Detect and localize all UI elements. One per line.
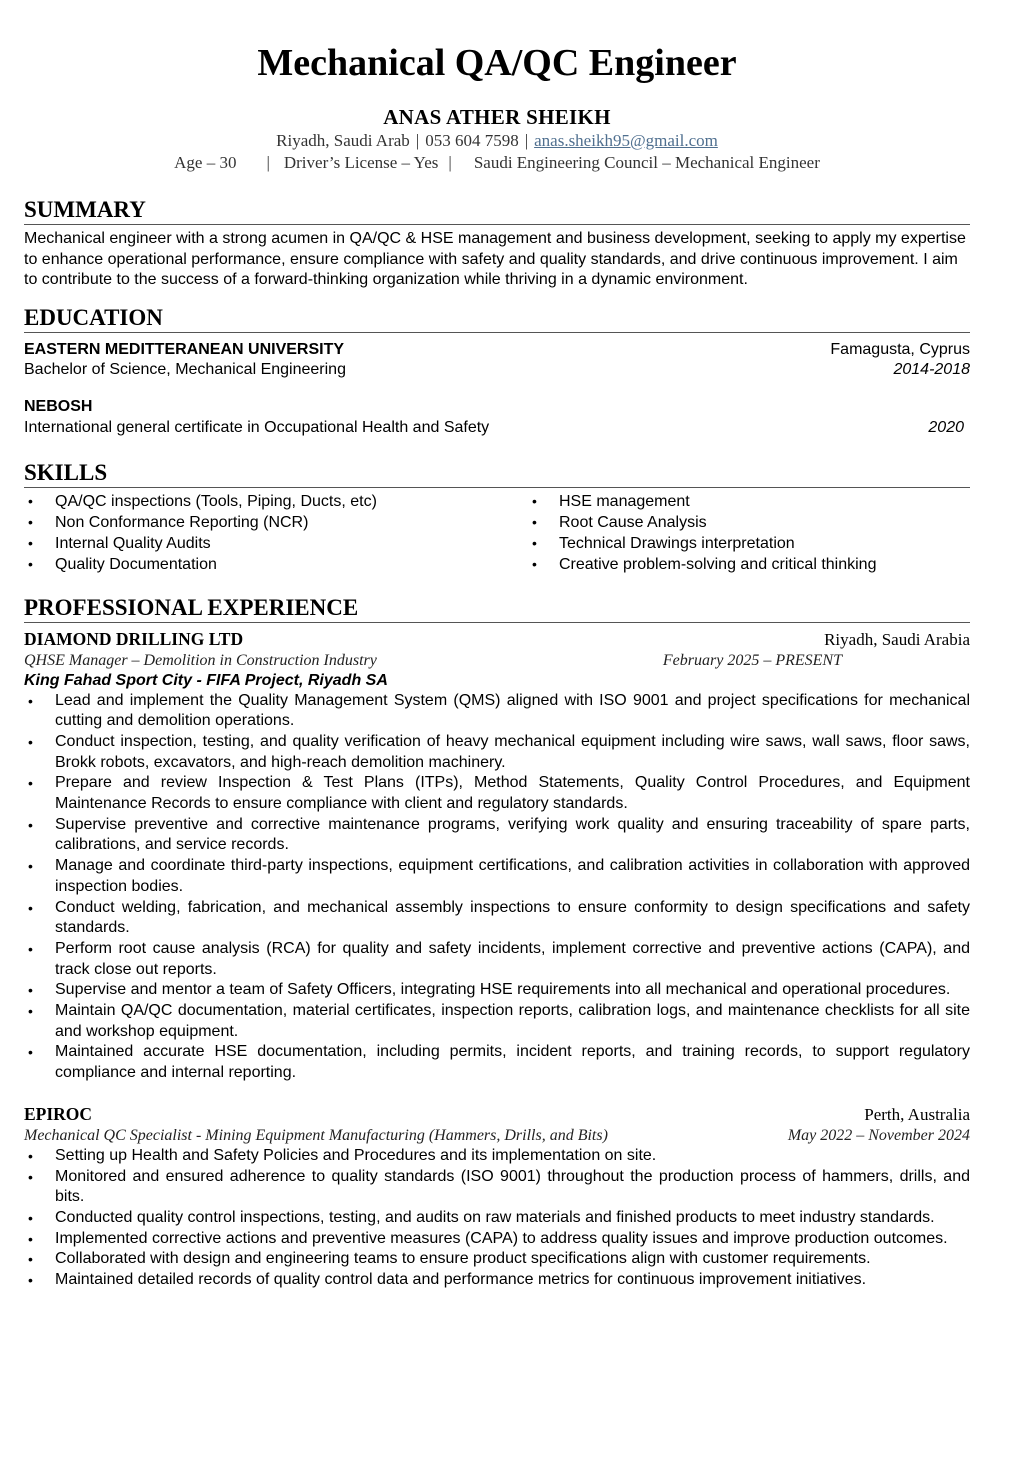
skill-item: • Root Cause Analysis	[528, 512, 970, 533]
company-name: DIAMOND DRILLING LTD	[24, 628, 244, 649]
job-bullet: • Manage and coordinate third-party inspections, equipment certifications, and calibration activities in collaboration with approved inspection bodies.	[24, 856, 970, 897]
age-text: Age – 30	[174, 153, 237, 172]
skill-item: • Non Conformance Reporting (NCR)	[24, 512, 528, 533]
experience-section	[24, 595, 970, 1291]
job-bullet: • Supervise preventive and corrective maintenance programs, verifying work quality and ensuring traceability of spare parts, calibrations, and service records.	[24, 815, 970, 856]
degree-text: Bachelor of Science, Mechanical Engineering	[24, 360, 346, 378]
job-location: Perth, Australia	[864, 1104, 970, 1124]
degree-text: International general certificate in Occupational Health and Safety	[24, 418, 490, 436]
candidate-name: ANAS ATHER SHEIKH	[383, 105, 611, 129]
details-line: Age – 30 | Driver’s License – Yes | Saudi Engineering Council – Mechanical Engineer	[174, 153, 820, 172]
school-location: Famagusta, Cyprus	[830, 340, 970, 358]
skills-column-right	[528, 491, 970, 575]
skill-item: • Quality Documentation	[24, 554, 528, 575]
education-section	[24, 305, 970, 438]
job-dates: May 2022 – November 2024	[787, 1126, 970, 1144]
summary-text: Mechanical engineer with a strong acumen in QA/QC & HSE management and business development, seeking to apply my expertise to enhance operational performance, ensure compliance with safety and quality standards, and drive continuous improvement. I aim to contribute to the success of a forward-thinking organization while thriving in a dynamic environment.	[24, 230, 966, 288]
skill-item: • QA/QC inspections (Tools, Piping, Ducts, etc)	[24, 491, 528, 512]
education-entry	[24, 397, 970, 438]
school-name: NEBOSH	[24, 397, 93, 415]
location-text: Riyadh, Saudi Arab	[276, 131, 410, 150]
job-bullet: • Collaborated with design and engineering teams to ensure product specifications align with customer requirements.	[24, 1249, 970, 1270]
contact-line: Riyadh, Saudi Arab | 053 604 7598 | anas.sheikh95@gmail.com	[276, 131, 718, 150]
job-dates: February 2025 – PRESENT	[662, 651, 842, 669]
job-bullet: • Prepare and review Inspection & Test Plans (ITPs), Method Statements, Quality Control Procedures, and Equipment Maintenance Records to ensure compliance with client and regulatory standards.	[24, 773, 970, 814]
council-text: Saudi Engineering Council – Mechanical Engineer	[473, 153, 820, 172]
education-heading: EDUCATION	[24, 305, 970, 333]
skill-item: • Technical Drawings interpretation	[528, 533, 970, 554]
job-location: Riyadh, Saudi Arabia	[824, 629, 970, 649]
job-bullet: • Maintained detailed records of quality control data and performance metrics for continuous improvement initiatives.	[24, 1270, 970, 1291]
skills-list	[24, 491, 970, 575]
project-name: King Fahad Sport City - FIFA Project, Riyadh SA	[24, 671, 388, 689]
experience-heading: PROFESSIONAL EXPERIENCE	[24, 595, 970, 623]
skills-column-left	[24, 491, 528, 575]
job-bullet: • Lead and implement the Quality Management System (QMS) aligned with ISO 9001 and project specifications for mechanical cutting and demolition operations.	[24, 691, 970, 732]
summary-heading: SUMMARY	[24, 197, 970, 225]
license-text: Driver’s License – Yes	[283, 153, 439, 172]
skills-section	[24, 460, 970, 575]
education-entry	[24, 340, 970, 380]
job-bullet: • Maintained accurate HSE documentation, including permits, incident reports, and training records, to support regulatory compliance and internal reporting.	[24, 1042, 970, 1083]
document-title: Mechanical QA/QC Engineer	[257, 42, 737, 84]
education-dates: 2014-2018	[893, 360, 970, 378]
job-bullets	[24, 691, 970, 1084]
job-bullet: • Supervise and mentor a team of Safety Officers, integrating HSE requirements into all mechanical and operational procedures.	[24, 980, 970, 1001]
job-role: Mechanical QC Specialist - Mining Equipment Manufacturing (Hammers, Drills, and Bits)	[24, 1126, 608, 1144]
email-link[interactable]: anas.sheikh95@gmail.com	[534, 131, 718, 150]
school-name: EASTERN MEDITTERANEAN UNIVERSITY	[24, 340, 345, 358]
resume-page	[24, 40, 970, 1291]
job-bullet: • Implemented corrective actions and preventive measures (CAPA) to address quality issues and improve production outcomes.	[24, 1229, 970, 1250]
job-role: QHSE Manager – Demolition in Construction Industry	[24, 651, 377, 669]
skill-item: • Internal Quality Audits	[24, 533, 528, 554]
job-bullet: • Maintain QA/QC documentation, material certificates, inspection reports, calibration logs, and maintenance checklists for all site and workshop equipment.	[24, 1001, 970, 1042]
job-bullets	[24, 1146, 970, 1291]
job-bullet: • Conducted quality control inspections, testing, and audits on raw materials and finished products to meet industry standards.	[24, 1208, 970, 1229]
job-entry	[24, 1104, 970, 1291]
summary-section	[24, 197, 970, 291]
job-bullet: • Conduct inspection, testing, and quality verification of heavy mechanical equipment including wire saws, wall saws, floor saws, Brokk robots, excavators, and high-reach demolition machinery.	[24, 732, 970, 773]
skills-heading: SKILLS	[24, 460, 970, 488]
job-bullet: • Conduct welding, fabrication, and mechanical assembly inspections to ensure conformity to design specifications and safety standards.	[24, 898, 970, 939]
job-bullet: • Perform root cause analysis (RCA) for quality and safety incidents, implement corrective and preventive actions (CAPA), and track close out reports.	[24, 939, 970, 980]
phone-text: 053 604 7598	[425, 131, 519, 150]
job-bullet: • Setting up Health and Safety Policies and Procedures and its implementation on site.	[24, 1146, 970, 1167]
job-bullet: • Monitored and ensured adherence to quality standards (ISO 9001) throughout the production process of hammers, drills, and bits.	[24, 1167, 970, 1208]
company-name: EPIROC	[24, 1103, 93, 1124]
skill-item: • Creative problem-solving and critical thinking	[528, 554, 970, 575]
education-dates: 2020	[928, 418, 964, 436]
job-entry	[24, 629, 970, 1084]
skill-item: • HSE management	[528, 491, 970, 512]
